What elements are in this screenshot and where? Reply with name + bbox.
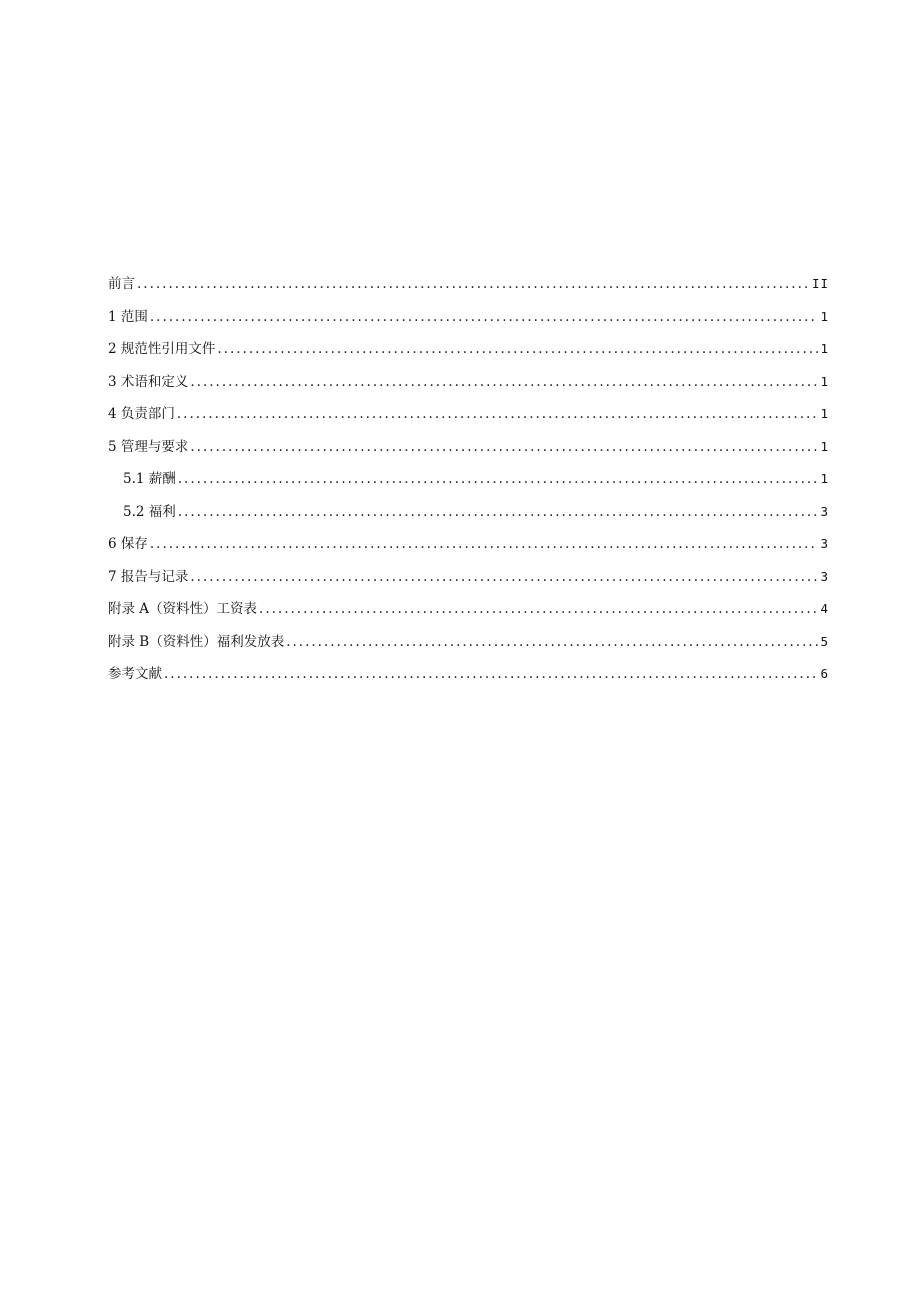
toc-entry-title: 附录 B（资料性）福利发放表 (108, 633, 285, 650)
toc-entry-page: 3 (820, 568, 829, 584)
toc-entry-page: 3 (820, 503, 829, 519)
toc-entry-reports-records[interactable] (108, 561, 829, 594)
toc-entry-page: 1 (820, 471, 829, 486)
toc-leader-dots (217, 333, 818, 366)
toc-entry-title: 2 规范性引用文件 (108, 341, 216, 357)
toc-entry-page: 5 (820, 633, 829, 649)
toc-entry-title: 5 管理与要求 (108, 438, 189, 455)
toc-entry-title: 7 报告与记录 (108, 568, 189, 585)
toc-entry-welfare[interactable] (108, 496, 829, 529)
toc-entry-page: 1 (820, 438, 829, 454)
toc-entry-page: 1 (820, 373, 829, 389)
toc-entry-preface[interactable] (108, 268, 829, 301)
toc-leader-dots (178, 463, 819, 496)
toc-entry-page: 1 (820, 308, 829, 324)
toc-entry-page: 1 (820, 406, 829, 421)
toc-entry-appendix-a[interactable] (108, 593, 829, 626)
toc-entry-normative-references[interactable] (108, 333, 829, 366)
toc-leader-dots (178, 496, 819, 529)
toc-leader-dots (286, 626, 818, 659)
toc-leader-dots (164, 658, 818, 691)
toc-leader-dots (190, 431, 818, 464)
toc-leader-dots (177, 398, 819, 431)
toc-entry-title: 前言 (108, 276, 135, 292)
toc-entry-title: 6 保存 (108, 536, 148, 552)
toc-entry-scope[interactable] (108, 301, 829, 334)
toc-entry-page: 1 (820, 341, 829, 356)
toc-entry-page: 3 (820, 536, 829, 551)
toc-entry-appendix-b[interactable] (108, 626, 829, 659)
table-of-contents (108, 268, 829, 691)
toc-entry-title: 参考文献 (108, 666, 162, 682)
toc-entry-title: 3 术语和定义 (108, 373, 189, 390)
toc-entry-page: II (811, 276, 829, 291)
toc-entry-management-requirements[interactable] (108, 431, 829, 464)
toc-leader-dots (150, 528, 819, 561)
toc-leader-dots (150, 301, 819, 334)
toc-leader-dots (259, 593, 818, 626)
toc-entry-page: 6 (820, 666, 829, 681)
toc-entry-title: 附录 A（资料性）工资表 (108, 601, 258, 617)
toc-leader-dots (137, 268, 810, 301)
toc-entry-title: 5.1 薪酬 (123, 471, 176, 487)
toc-leader-dots (190, 366, 818, 399)
toc-entry-title: 4 负责部门 (108, 406, 175, 422)
toc-entry-bibliography[interactable] (108, 658, 829, 691)
toc-leader-dots (190, 561, 818, 594)
toc-entry-retention[interactable] (108, 528, 829, 561)
toc-entry-responsible-department[interactable] (108, 398, 829, 431)
toc-entry-title: 1 范围 (108, 308, 148, 325)
toc-entry-title: 5.2 福利 (123, 503, 176, 520)
toc-entry-page: 4 (820, 601, 829, 616)
toc-entry-terms-definitions[interactable] (108, 366, 829, 399)
toc-entry-salary[interactable] (108, 463, 829, 496)
